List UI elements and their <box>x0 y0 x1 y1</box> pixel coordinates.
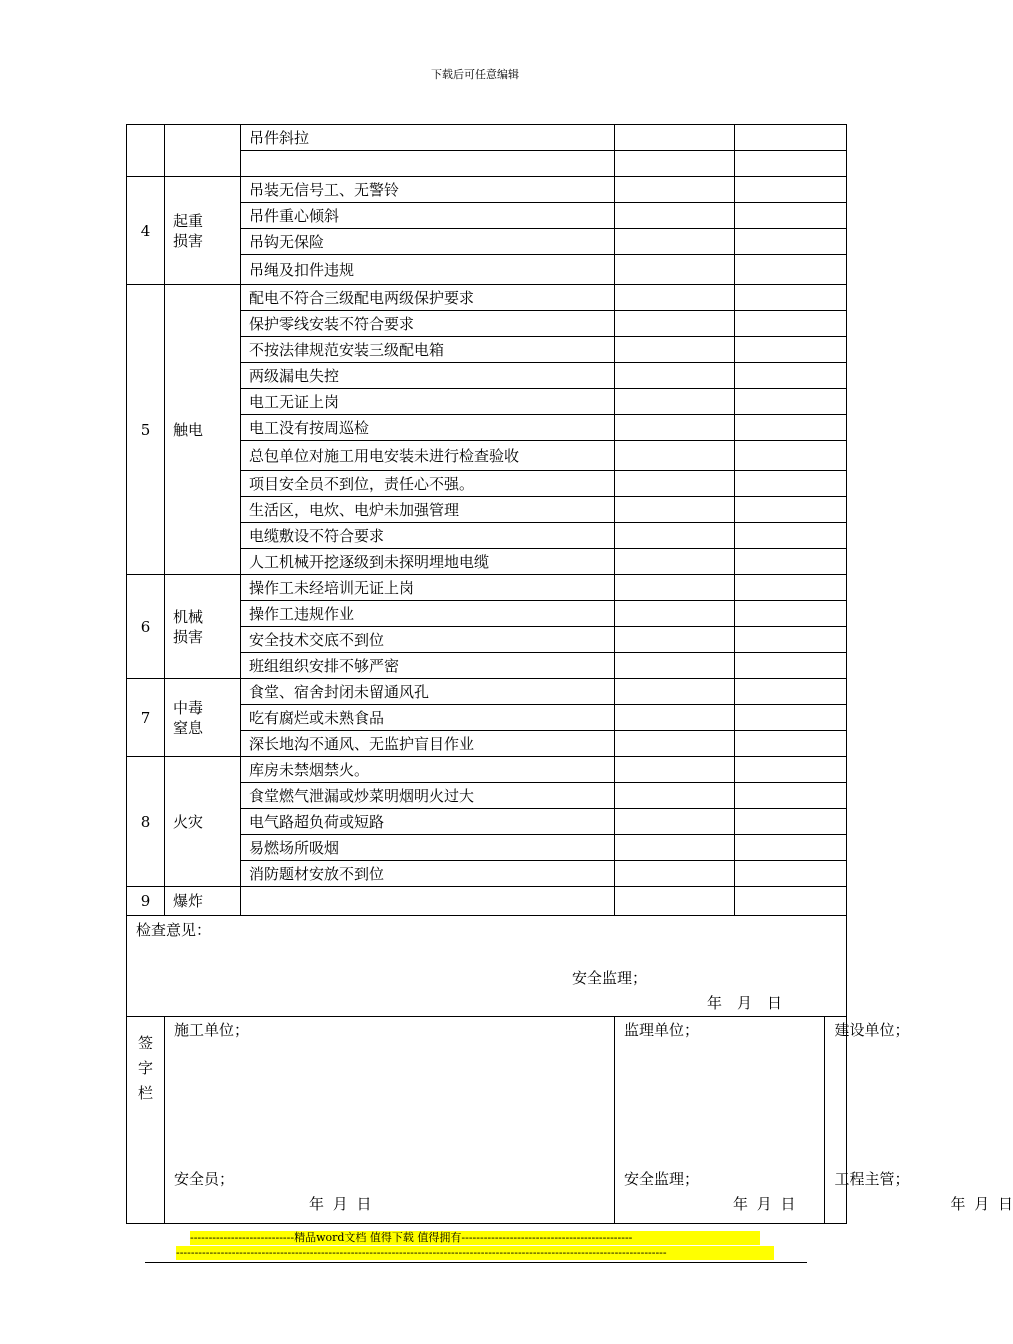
check-cell <box>615 177 735 203</box>
hazard-category: 触电 <box>165 285 241 575</box>
check-cell <box>615 601 735 627</box>
item-number: 6 <box>127 575 165 679</box>
check-cell <box>615 887 735 916</box>
remark-cell <box>735 783 847 809</box>
hazard-item: 操作工未经培训无证上岗 <box>241 575 615 601</box>
sign-col-supervision <box>615 1017 824 1223</box>
hazard-item: 保护零线安装不符合要求 <box>241 311 615 337</box>
hazard-item: 两级漏电失控 <box>241 363 615 389</box>
remark-cell <box>735 731 847 757</box>
check-cell <box>615 389 735 415</box>
remark-cell <box>735 523 847 549</box>
table-row <box>127 285 847 311</box>
check-cell <box>615 497 735 523</box>
checklist-table <box>126 124 1013 1224</box>
opinion-label: 检查意见： <box>136 921 212 939</box>
hazard-category: 起重 损害 <box>165 177 241 285</box>
table-row <box>127 887 847 916</box>
check-cell <box>615 203 735 229</box>
remark-cell <box>735 255 847 285</box>
hazard-item: 电气路超负荷或短路 <box>241 809 615 835</box>
remark-cell <box>735 653 847 679</box>
remark-cell <box>735 809 847 835</box>
hazard-item: 人工机械开挖逐级到未探明埋地电缆 <box>241 549 615 575</box>
hazard-item: 生活区，电炊、电炉未加强管理 <box>241 497 615 523</box>
sign-supervision-role: 安全监理； <box>624 1170 700 1188</box>
check-cell <box>615 229 735 255</box>
check-cell <box>615 679 735 705</box>
footer-banner-line1: ----------------------------精品word文档 值得下载 值得拥有---------------------------------------------- <box>190 1231 760 1245</box>
hazard-item <box>241 887 615 916</box>
sign-owner-unit: 建设单位； <box>834 1021 910 1039</box>
hazard-item: 吊件斜拉 <box>241 125 615 151</box>
sign-col-construction <box>165 1017 615 1224</box>
remark-cell <box>735 679 847 705</box>
remark-cell <box>735 705 847 731</box>
remark-cell <box>735 835 847 861</box>
remark-cell <box>735 887 847 916</box>
item-number: 9 <box>127 887 165 916</box>
check-cell <box>615 809 735 835</box>
check-cell <box>615 415 735 441</box>
sign-col-wrap <box>615 1017 1013 1224</box>
item-number: 7 <box>127 679 165 757</box>
hazard-item <box>241 151 615 177</box>
hazard-item: 电缆敷设不符合要求 <box>241 523 615 549</box>
remark-cell <box>735 203 847 229</box>
footer-banner-line2: ------------------------------------------------------------------------------------------------------------------------------------ <box>176 1246 774 1260</box>
remark-cell <box>735 549 847 575</box>
hazard-item: 吊绳及扣件违规 <box>241 255 615 285</box>
check-cell <box>615 731 735 757</box>
hazard-item: 吊件重心倾斜 <box>241 203 615 229</box>
remark-cell <box>735 627 847 653</box>
opinion-date: 年 月 日 <box>707 994 783 1012</box>
check-cell <box>615 705 735 731</box>
sign-col-owner <box>824 1017 1013 1223</box>
hazard-category <box>165 125 241 177</box>
sign-owner-role: 工程主管； <box>834 1170 910 1188</box>
footer-rule <box>145 1262 807 1263</box>
remark-cell <box>735 757 847 783</box>
hazard-item: 食堂燃气泄漏或炒菜明烟明火过大 <box>241 783 615 809</box>
item-number <box>127 125 165 177</box>
remark-cell <box>735 363 847 389</box>
check-cell <box>615 549 735 575</box>
item-number: 4 <box>127 177 165 285</box>
check-cell <box>615 337 735 363</box>
check-cell <box>615 783 735 809</box>
hazard-item: 配电不符合三级配电两级保护要求 <box>241 285 615 311</box>
hazard-item: 食堂、宿舍封闭未留通风孔 <box>241 679 615 705</box>
check-cell <box>615 523 735 549</box>
hazard-item: 吊钩无保险 <box>241 229 615 255</box>
hazard-item: 班组组织安排不够严密 <box>241 653 615 679</box>
check-cell <box>615 125 735 151</box>
table-row <box>127 757 847 783</box>
remark-cell <box>735 285 847 311</box>
sign-construction-unit: 施工单位； <box>174 1021 250 1039</box>
sign-subtable <box>615 1017 1013 1223</box>
hazard-item: 电工没有按周巡检 <box>241 415 615 441</box>
hazard-category: 机械 损害 <box>165 575 241 679</box>
remark-cell <box>735 125 847 151</box>
check-cell <box>615 441 735 471</box>
item-number: 8 <box>127 757 165 887</box>
hazard-item: 消防题材安放不到位 <box>241 861 615 887</box>
sign-label <box>127 1017 165 1224</box>
sign-construction-date: 年 月 日 <box>309 1195 372 1213</box>
hazard-item: 电工无证上岗 <box>241 389 615 415</box>
check-cell <box>615 757 735 783</box>
remark-cell <box>735 177 847 203</box>
hazard-item: 吊装无信号工、无警铃 <box>241 177 615 203</box>
remark-cell <box>735 337 847 363</box>
hazard-item: 易燃场所吸烟 <box>241 835 615 861</box>
sign-owner-date: 年 月 日 <box>950 1195 1013 1213</box>
item-number: 5 <box>127 285 165 575</box>
check-cell <box>615 471 735 497</box>
hazard-item: 总包单位对施工用电安装未进行检查验收 <box>241 441 615 471</box>
hazard-category: 中毒 窒息 <box>165 679 241 757</box>
sign-construction-role: 安全员； <box>174 1170 235 1188</box>
check-cell <box>615 861 735 887</box>
remark-cell <box>735 151 847 177</box>
check-cell <box>615 653 735 679</box>
remark-cell <box>735 575 847 601</box>
remark-cell <box>735 497 847 523</box>
table-row <box>127 575 847 601</box>
sign-supervision-date: 年 月 日 <box>733 1195 796 1213</box>
hazard-category: 火灾 <box>165 757 241 887</box>
hazard-item: 库房未禁烟禁火。 <box>241 757 615 783</box>
hazard-item: 深长地沟不通风、无监护盲目作业 <box>241 731 615 757</box>
hazard-item: 安全技术交底不到位 <box>241 627 615 653</box>
hazard-item: 操作工违规作业 <box>241 601 615 627</box>
remark-cell <box>735 601 847 627</box>
remark-cell <box>735 441 847 471</box>
check-cell <box>615 285 735 311</box>
remark-cell <box>735 229 847 255</box>
hazard-item: 吃有腐烂或未熟食品 <box>241 705 615 731</box>
opinion-supervisor-label: 安全监理； <box>572 969 648 987</box>
remark-cell <box>735 415 847 441</box>
check-cell <box>615 311 735 337</box>
sign-supervision-unit: 监理单位； <box>624 1021 700 1039</box>
hazard-item: 不按法律规范安装三级配电箱 <box>241 337 615 363</box>
check-cell <box>615 255 735 285</box>
check-cell <box>615 363 735 389</box>
remark-cell <box>735 471 847 497</box>
remark-cell <box>735 311 847 337</box>
table-row <box>127 125 847 151</box>
sign-label-text: 签 字 栏 <box>137 1034 153 1102</box>
check-cell <box>615 151 735 177</box>
opinion-cell <box>127 916 847 1017</box>
page-header: 下载后可任意编辑 <box>431 68 519 81</box>
hazard-item: 项目安全员不到位，责任心不强。 <box>241 471 615 497</box>
check-cell <box>615 575 735 601</box>
check-cell <box>615 627 735 653</box>
hazard-category: 爆炸 <box>165 887 241 916</box>
check-cell <box>615 835 735 861</box>
table-row <box>127 177 847 203</box>
remark-cell <box>735 389 847 415</box>
table-row <box>127 679 847 705</box>
remark-cell <box>735 861 847 887</box>
